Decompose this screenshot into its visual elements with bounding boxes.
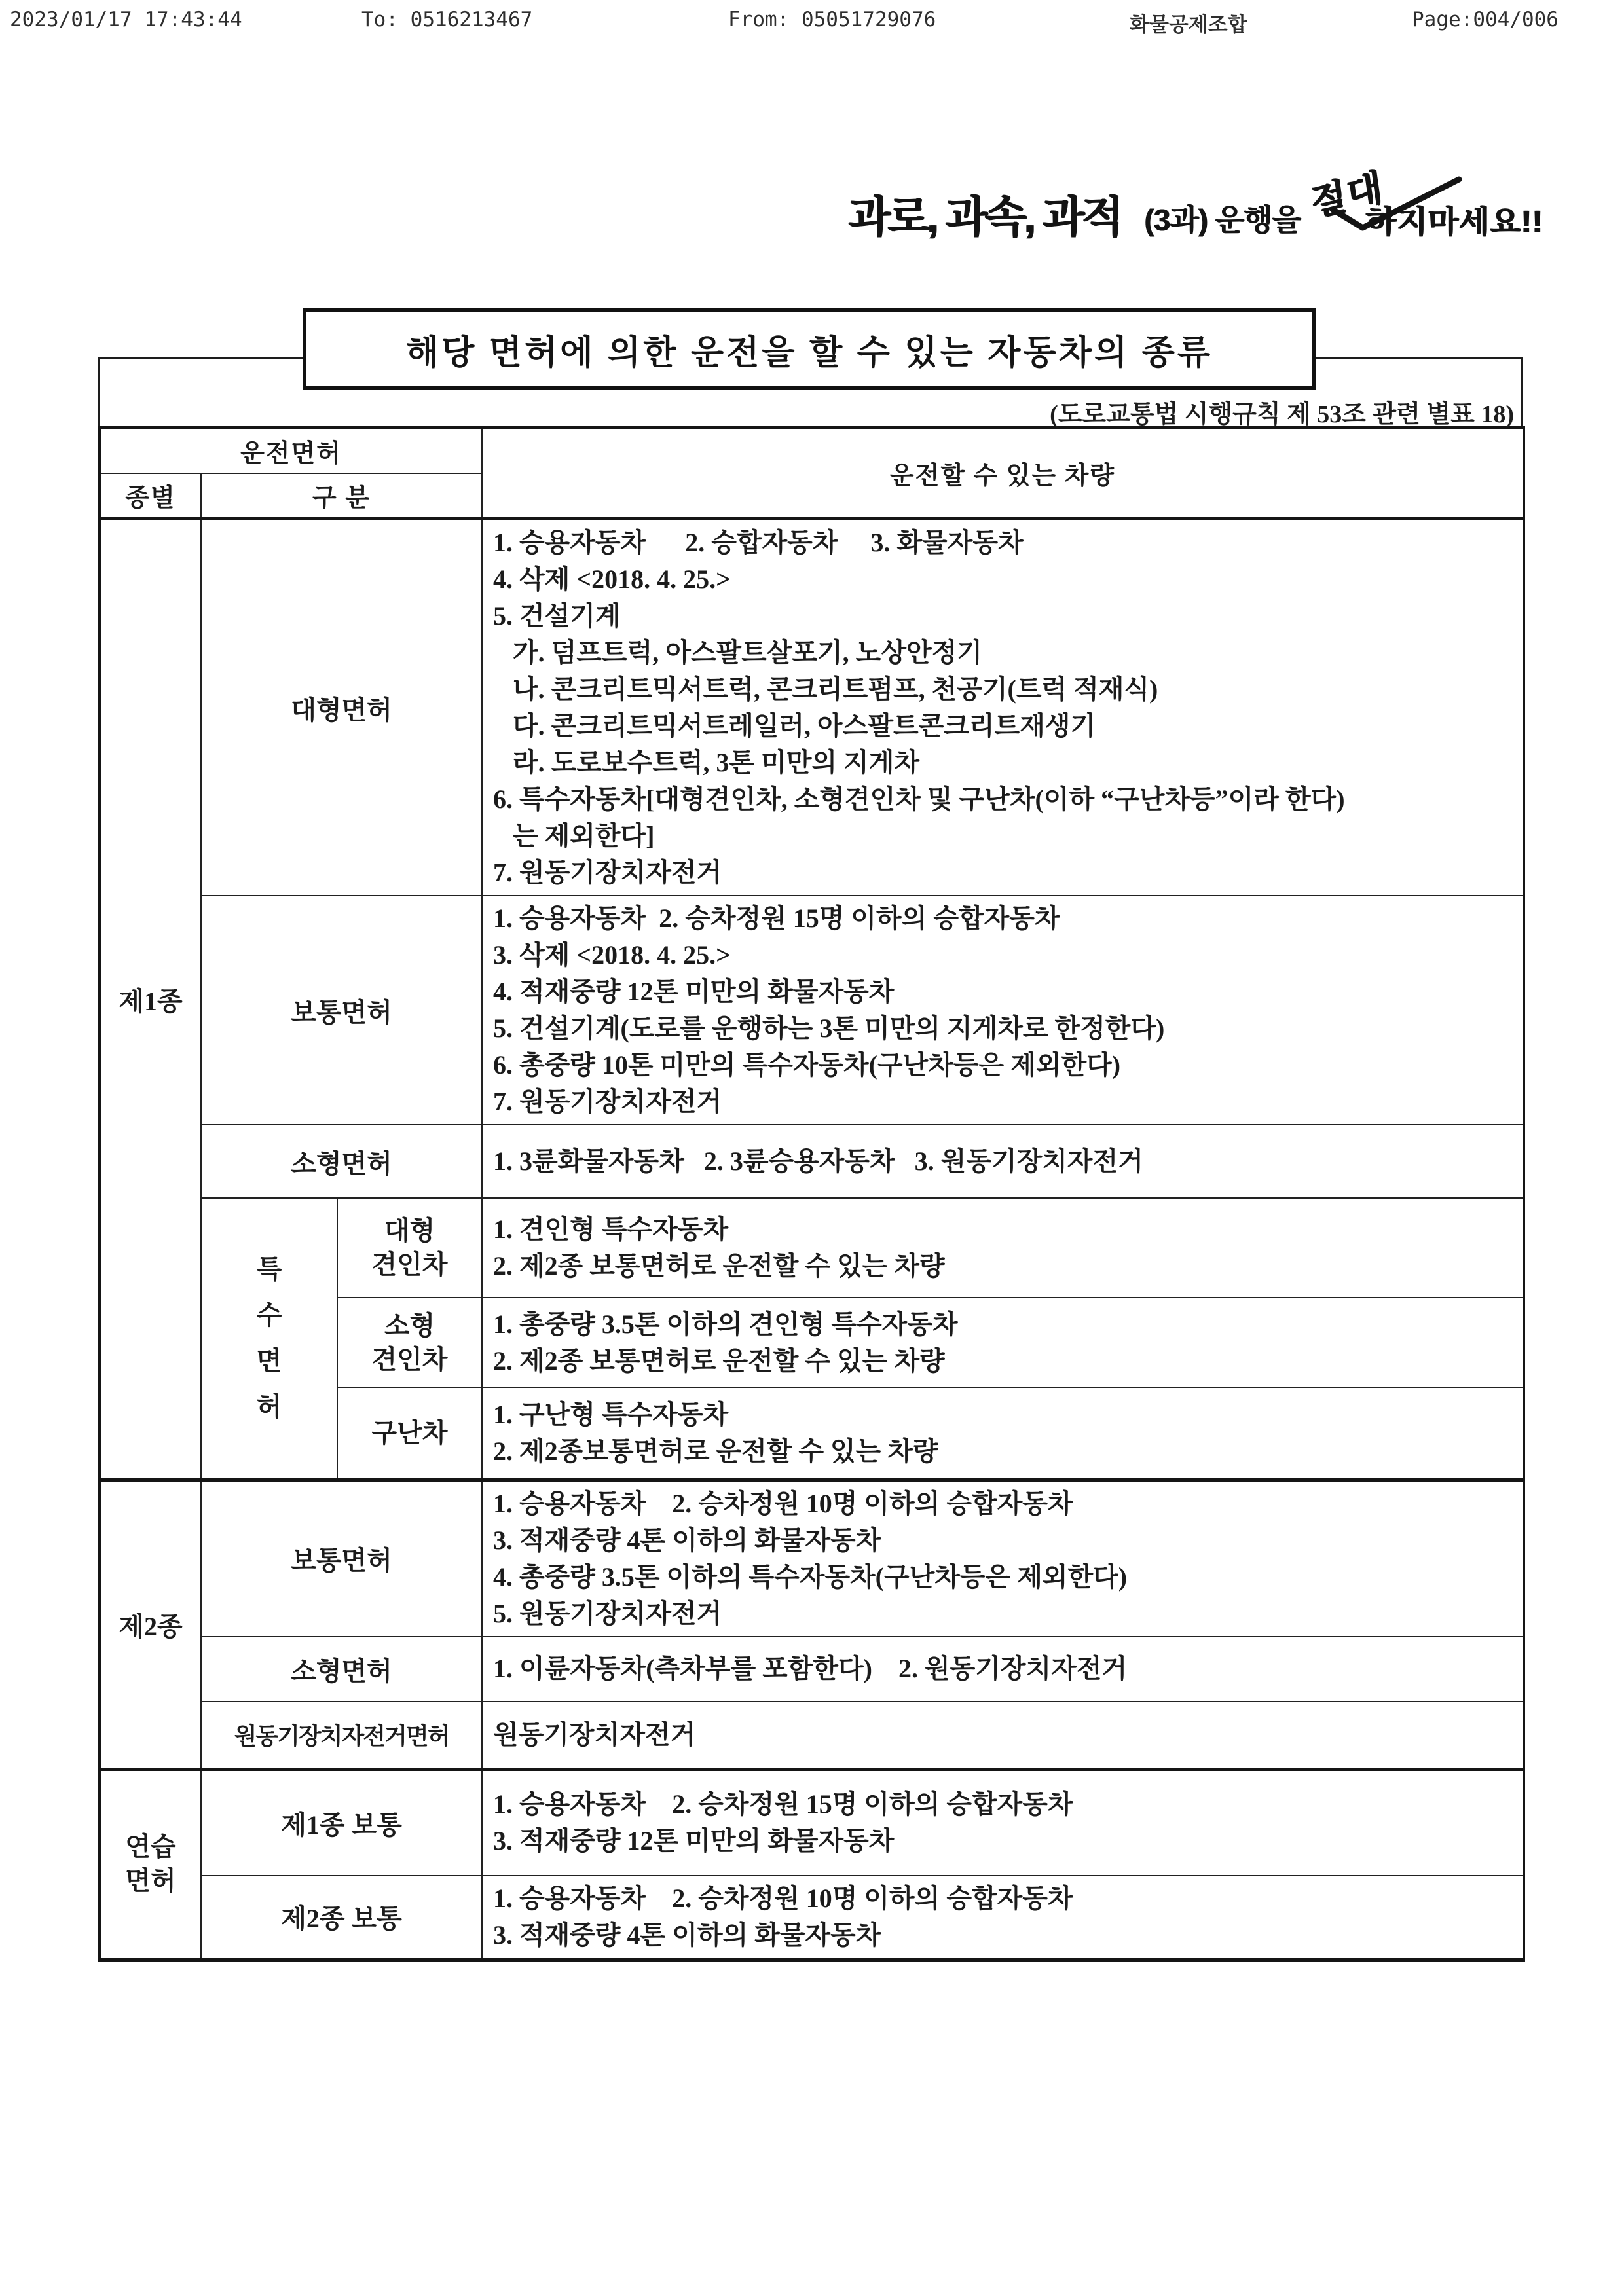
row-daehyung-towing-content-cell: 1. 견인형 특수자동차 2. 제2종 보통면허로 운전할 수 있는 차량 bbox=[482, 1198, 1524, 1298]
row-moped-content-cell: 원동기장치자전거 bbox=[482, 1702, 1524, 1770]
fax-organization: 화물공제조합 bbox=[1130, 13, 1247, 36]
row-rescue-content-cell: 1. 구난형 특수자동차 2. 제2종보통면허로 운전할 수 있는 차량 bbox=[482, 1387, 1524, 1480]
row-daehyung-label-cell: 대형면허 bbox=[201, 519, 482, 896]
row-practice2-content-cell: 1. 승용자동차 2. 승차정원 10명 이하의 승합자동차 3. 적재중량 4톤 이하의 화물자동차 bbox=[482, 1876, 1524, 1960]
row-sohyung2-label-cell: 소형면허 bbox=[201, 1637, 482, 1702]
slogan-main-text: 과로, 과속, 과적 bbox=[848, 192, 1120, 241]
row-practice1-label-cell: 제1종 보통 bbox=[201, 1770, 482, 1876]
header-license-group-cell: 운전면허 bbox=[100, 428, 482, 473]
fax-from-number: From: 05051729076 bbox=[728, 8, 936, 31]
fax-datetime: 2023/01/17 17:43:44 bbox=[10, 8, 242, 31]
fax-header bbox=[0, 8, 1624, 41]
section-class1-cell: 제1종 bbox=[100, 519, 201, 1480]
row-botong1-content-cell: 1. 승용자동차 2. 승차정원 15명 이하의 승합자동차 3. 삭제 <2018. 4. 25.> 4. 적재중량 12톤 미만의 화물자동차 5. 건설기계(도로를 운행하는 3톤 미만의 지게차로 한정한다) 6. 총중량 10톤 미만의 특수자동차(구난차등은 제외한다) 7. 원동기장치자전거 bbox=[482, 896, 1524, 1125]
row-sohyung-towing-content-cell: 1. 총중량 3.5톤 이하의 견인형 특수자동차 2. 제2종 보통면허로 운전할 수 있는 차량 bbox=[482, 1298, 1524, 1387]
license-table bbox=[98, 426, 1525, 1962]
fax-page-number: Page:004/006 bbox=[1412, 8, 1559, 31]
row-daehyung-towing-label-cell: 대형 견인차 bbox=[337, 1198, 482, 1298]
row-botong1-label-cell: 보통면허 bbox=[201, 896, 482, 1125]
row-rescue-label-cell: 구난차 bbox=[337, 1387, 482, 1480]
row-sohyung2-content-cell: 1. 이륜자동차(측차부를 포함한다) 2. 원동기장치자전거 bbox=[482, 1637, 1524, 1702]
document-subtitle: (도로교통법 시행규칙 제 53조 관련 별표 18) bbox=[1050, 401, 1514, 428]
title-box bbox=[303, 308, 1316, 390]
safety-slogan bbox=[848, 162, 1568, 267]
row-sohyung-towing-label-cell: 소형 견인차 bbox=[337, 1298, 482, 1387]
header-type-cell: 종별 bbox=[100, 473, 201, 519]
slogan-tail-text: 하지마세요!! bbox=[1365, 205, 1543, 240]
row-daehyung-content-cell: 1. 승용자동차 2. 승합자동차 3. 화물자동차 4. 삭제 <2018. 4. 25.> 5. 건설기계 가. 덤프트럭, 아스팔트살포기, 노상안정기 나. 콘크리트믹서트럭, 콘크리트펌프, 천공기(트럭 적재식) 다. 콘크리트믹서트레일러, 아스팔트콘크리트재생기 라. 도로보수트럭, 3톤 미만의 지게차 6. 특수자동차[대형견인차, 소형견인차 및 구난차(이하 “구난차등”이라 한다) 는 제외한다] 7. 원동기장치자전거 bbox=[482, 519, 1524, 896]
row-moped-label-cell: 원동기장치자전거면허 bbox=[201, 1702, 482, 1770]
header-category-cell: 구 분 bbox=[201, 473, 482, 519]
section-class2-cell: 제2종 bbox=[100, 1480, 201, 1770]
slogan-mid-text: (3과) 운행을 bbox=[1144, 203, 1301, 237]
slogan-emphasis-text: 절대 bbox=[1308, 165, 1386, 225]
row-practice2-label-cell: 제2종 보통 bbox=[201, 1876, 482, 1960]
row-practice1-content-cell: 1. 승용자동차 2. 승차정원 15명 이하의 승합자동차 3. 적재중량 12톤 미만의 화물자동차 bbox=[482, 1770, 1524, 1876]
document-title: 해당 면허에 의한 운전을 할 수 있는 자동차의 종류 bbox=[405, 333, 1213, 372]
row-botong2-label-cell: 보통면허 bbox=[201, 1480, 482, 1637]
section-practice-cell: 연습 면허 bbox=[100, 1770, 201, 1960]
fax-to-number: To: 0516213467 bbox=[361, 8, 533, 31]
row-botong2-content-cell: 1. 승용자동차 2. 승차정원 10명 이하의 승합자동차 3. 적재중량 4톤 이하의 화물자동차 4. 총중량 3.5톤 이하의 특수자동차(구난차등은 제외한다) 5. 원동기장치자전거 bbox=[482, 1480, 1524, 1637]
row-sohyung1-content-cell: 1. 3륜화물자동차 2. 3륜승용자동차 3. 원동기장치자전거 bbox=[482, 1125, 1524, 1198]
header-vehicles-cell: 운전할 수 있는 차량 bbox=[482, 428, 1524, 519]
section-teuksu-cell: 특 수 면 허 bbox=[201, 1198, 337, 1480]
row-sohyung1-label-cell: 소형면허 bbox=[201, 1125, 482, 1198]
